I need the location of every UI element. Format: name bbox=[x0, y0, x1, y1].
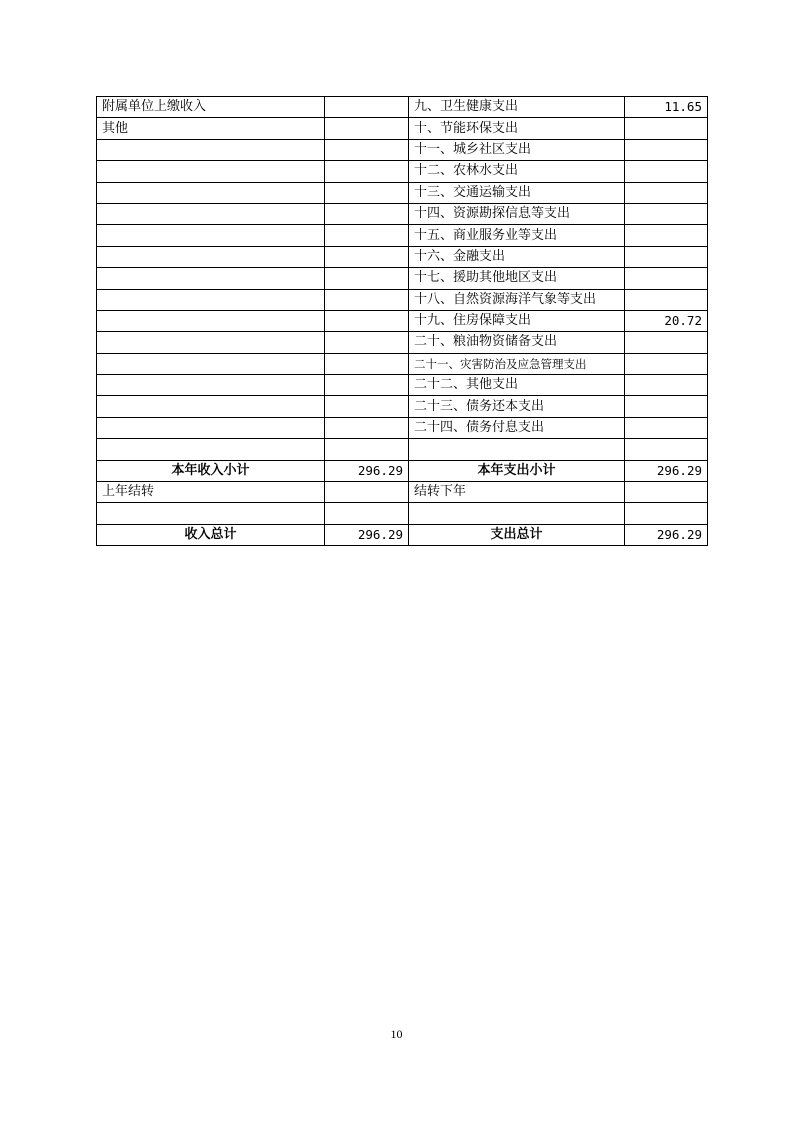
expense-label: 十八、自然资源海洋气象等支出 bbox=[409, 289, 625, 310]
income-label bbox=[97, 396, 325, 417]
table-row bbox=[97, 396, 708, 417]
table-row bbox=[97, 203, 708, 224]
expense-value bbox=[625, 439, 708, 460]
table-row bbox=[97, 246, 708, 267]
expense-label: 十、节能环保支出 bbox=[409, 118, 625, 139]
income-value bbox=[325, 289, 409, 310]
income-subtotal-label: 本年收入小计 bbox=[97, 460, 325, 481]
expense-value bbox=[625, 161, 708, 182]
income-value bbox=[325, 310, 409, 331]
expense-value bbox=[625, 396, 708, 417]
expense-value bbox=[625, 289, 708, 310]
expense-value: 11.65 bbox=[625, 97, 708, 118]
expense-carryover-value bbox=[625, 482, 708, 503]
table-row bbox=[97, 417, 708, 438]
expense-value bbox=[625, 268, 708, 289]
table-row bbox=[97, 289, 708, 310]
expense-label: 二十四、债务付息支出 bbox=[409, 417, 625, 438]
table-row bbox=[97, 161, 708, 182]
income-label bbox=[97, 246, 325, 267]
income-label bbox=[97, 139, 325, 160]
income-label bbox=[97, 332, 325, 353]
expense-label: 十一、城乡社区支出 bbox=[409, 139, 625, 160]
table-row bbox=[97, 353, 708, 374]
table-row bbox=[97, 332, 708, 353]
income-subtotal-value: 296.29 bbox=[325, 460, 409, 481]
income-label bbox=[97, 161, 325, 182]
expense-value bbox=[625, 118, 708, 139]
income-carryover-value bbox=[325, 482, 409, 503]
expense-label: 九、卫生健康支出 bbox=[409, 97, 625, 118]
budget-table bbox=[96, 96, 708, 546]
expense-value bbox=[625, 375, 708, 396]
income-carryover-label: 上年结转 bbox=[97, 482, 325, 503]
expense-label: 二十一、灾害防治及应急管理支出 bbox=[409, 353, 625, 374]
expense-value: 20.72 bbox=[625, 310, 708, 331]
income-value bbox=[325, 161, 409, 182]
income-label bbox=[97, 417, 325, 438]
income-value bbox=[325, 417, 409, 438]
income-label bbox=[97, 310, 325, 331]
income-value bbox=[325, 246, 409, 267]
income-value bbox=[325, 375, 409, 396]
expense-subtotal-value: 296.29 bbox=[625, 460, 708, 481]
table-row bbox=[97, 439, 708, 460]
blank-cell bbox=[97, 503, 325, 524]
expense-label: 十七、援助其他地区支出 bbox=[409, 268, 625, 289]
income-value bbox=[325, 118, 409, 139]
income-label: 附属单位上缴收入 bbox=[97, 97, 325, 118]
expense-label: 十五、商业服务业等支出 bbox=[409, 225, 625, 246]
income-label bbox=[97, 268, 325, 289]
income-value bbox=[325, 396, 409, 417]
income-label bbox=[97, 225, 325, 246]
expense-value bbox=[625, 246, 708, 267]
table-row bbox=[97, 268, 708, 289]
expense-value bbox=[625, 417, 708, 438]
income-value bbox=[325, 139, 409, 160]
table-row bbox=[97, 375, 708, 396]
income-value bbox=[325, 268, 409, 289]
income-value bbox=[325, 225, 409, 246]
table-row bbox=[97, 139, 708, 160]
income-label bbox=[97, 203, 325, 224]
table-row bbox=[97, 118, 708, 139]
subtotal-row bbox=[97, 460, 708, 481]
expense-label: 十六、金融支出 bbox=[409, 246, 625, 267]
expense-subtotal-label: 本年支出小计 bbox=[409, 460, 625, 481]
income-value bbox=[325, 439, 409, 460]
income-label: 其他 bbox=[97, 118, 325, 139]
expense-label: 十三、交通运输支出 bbox=[409, 182, 625, 203]
expense-label: 二十二、其他支出 bbox=[409, 375, 625, 396]
table-row bbox=[97, 310, 708, 331]
blank-cell bbox=[325, 503, 409, 524]
expense-total-value: 296.29 bbox=[625, 524, 708, 545]
income-label bbox=[97, 353, 325, 374]
carryover-row bbox=[97, 482, 708, 503]
income-label bbox=[97, 439, 325, 460]
income-label bbox=[97, 289, 325, 310]
income-value bbox=[325, 353, 409, 374]
expense-total-label: 支出总计 bbox=[409, 524, 625, 545]
page-number: 10 bbox=[390, 1027, 403, 1041]
expense-label: 二十、粮油物资储备支出 bbox=[409, 332, 625, 353]
income-value bbox=[325, 203, 409, 224]
blank-cell bbox=[625, 503, 708, 524]
expense-value bbox=[625, 353, 708, 374]
income-value bbox=[325, 182, 409, 203]
total-row bbox=[97, 524, 708, 545]
expense-carryover-label: 结转下年 bbox=[409, 482, 625, 503]
expense-value bbox=[625, 225, 708, 246]
income-label bbox=[97, 375, 325, 396]
expense-value bbox=[625, 203, 708, 224]
expense-label: 十九、住房保障支出 bbox=[409, 310, 625, 331]
table-row bbox=[97, 225, 708, 246]
budget-table-body bbox=[97, 97, 708, 546]
income-value bbox=[325, 332, 409, 353]
expense-label bbox=[409, 439, 625, 460]
expense-value bbox=[625, 332, 708, 353]
table-row bbox=[97, 182, 708, 203]
expense-value bbox=[625, 139, 708, 160]
table-row bbox=[97, 97, 708, 118]
expense-label: 十二、农林水支出 bbox=[409, 161, 625, 182]
blank-cell bbox=[409, 503, 625, 524]
blank-row bbox=[97, 503, 708, 524]
income-total-value: 296.29 bbox=[325, 524, 409, 545]
income-label bbox=[97, 182, 325, 203]
income-value bbox=[325, 97, 409, 118]
income-total-label: 收入总计 bbox=[97, 524, 325, 545]
expense-value bbox=[625, 182, 708, 203]
expense-label: 二十三、债务还本支出 bbox=[409, 396, 625, 417]
expense-label: 十四、资源勘探信息等支出 bbox=[409, 203, 625, 224]
